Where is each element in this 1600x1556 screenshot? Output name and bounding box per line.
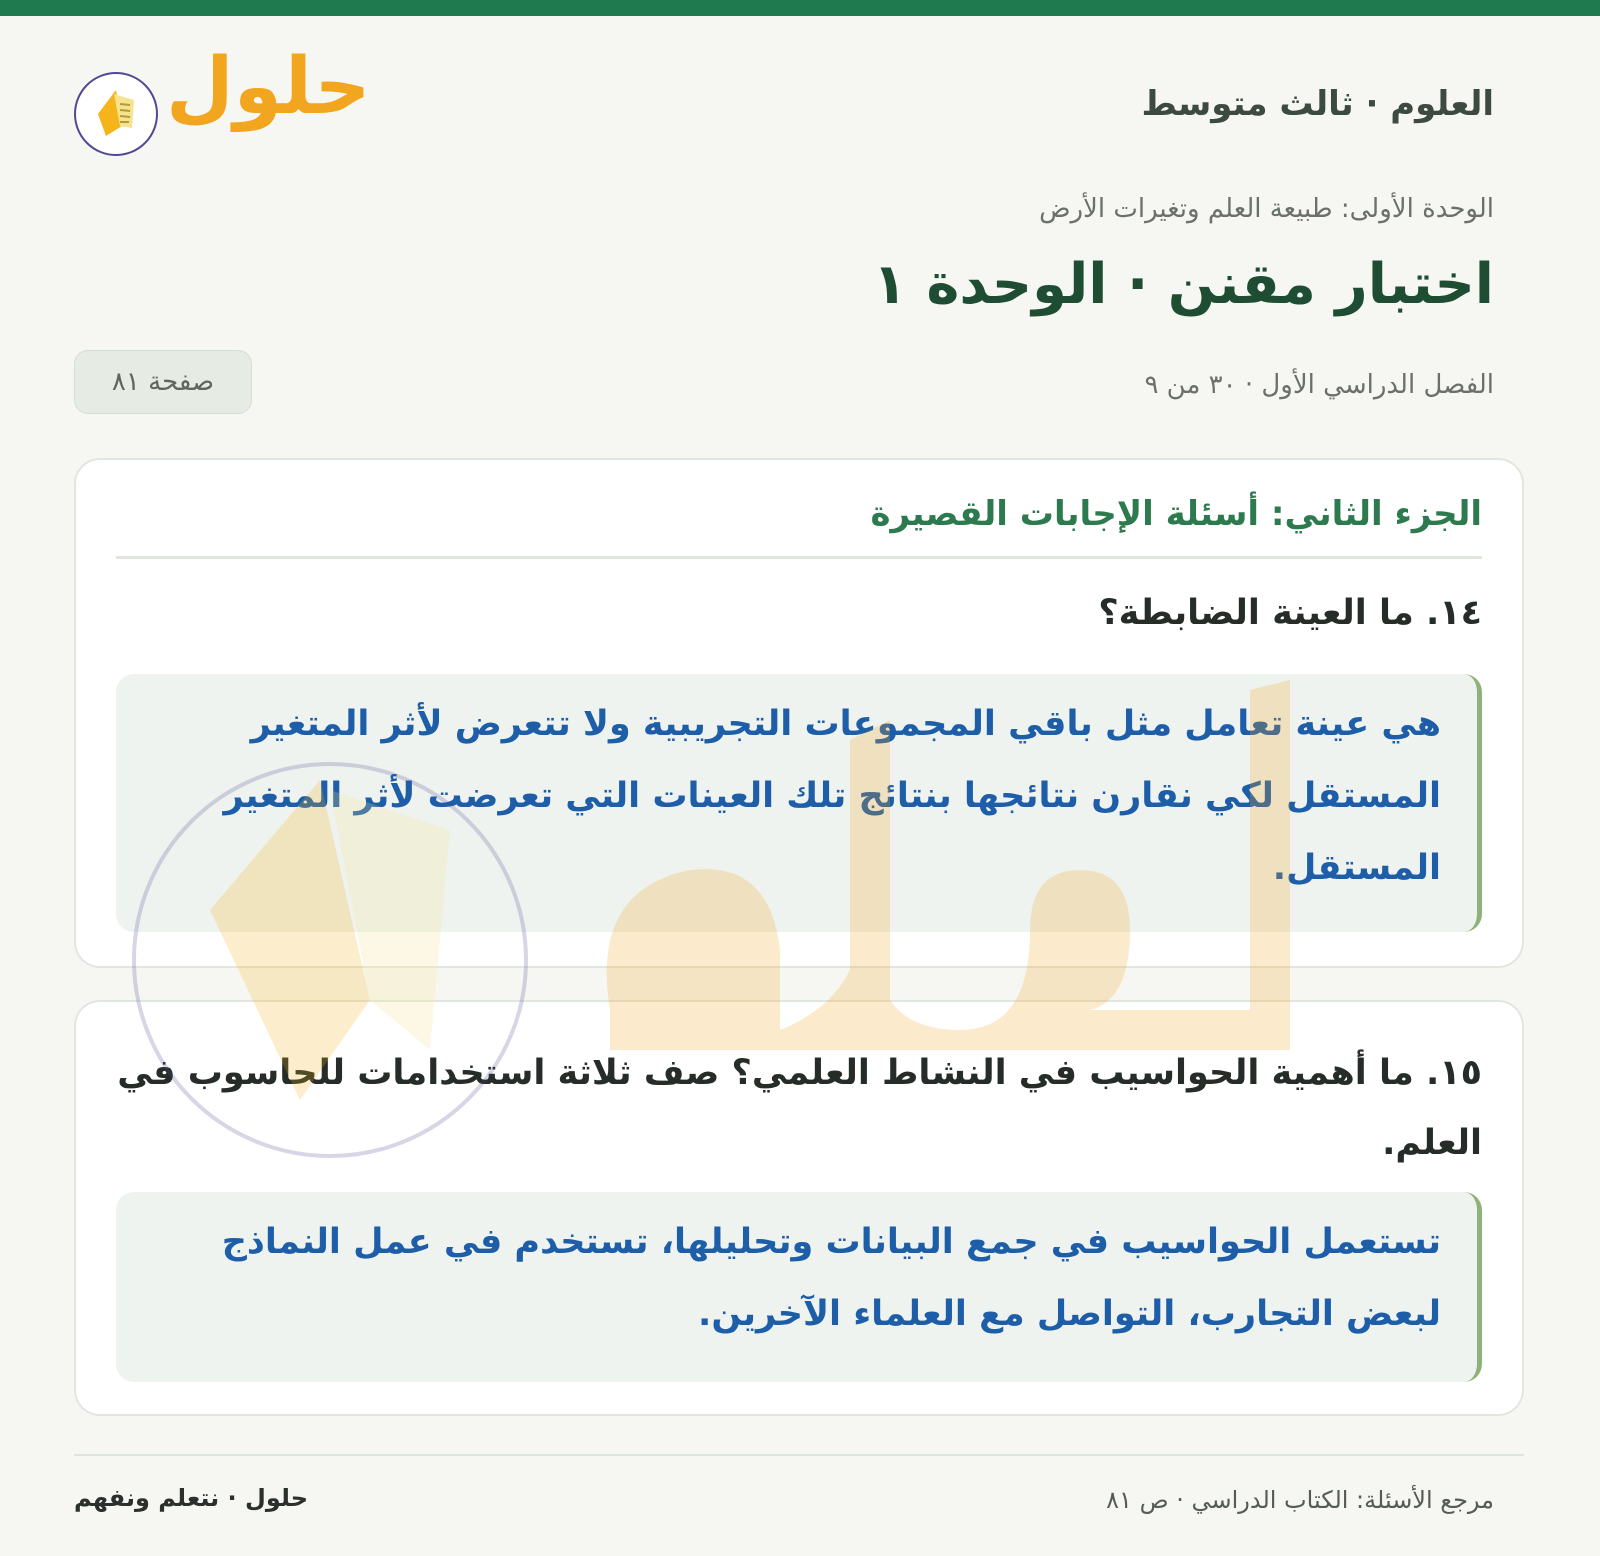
question-card-14 (74, 458, 1524, 968)
logo-wordmark: حلول (166, 42, 371, 132)
top-accent-bar (0, 0, 1600, 16)
page-number-badge: صفحة ٨١ (74, 350, 252, 414)
footer-brand: حلول · نتعلم ونفهم (74, 1484, 308, 1512)
footer-divider (74, 1454, 1524, 1456)
section-title: الجزء الثاني: أسئلة الإجابات القصيرة (870, 494, 1482, 534)
answer-box: هي عينة تعامل مثل باقي المجموعات التجريبية ولا تتعرض لأثر المتغير المستقل لكي نقارن نتائجها بنتائج تلك العينات التي تعرضت لأثر المتغير المستقل. (116, 674, 1482, 932)
answer-box: تستعمل الحواسيب في جمع البيانات وتحليلها، تستخدم في عمل النماذج لبعض التجارب، التواصل مع العلماء الآخرين. (116, 1192, 1482, 1382)
subject-heading: العلوم · ثالث متوسط (1141, 84, 1494, 124)
unit-subtitle: الوحدة الأولى: طبيعة العلم وتغيرات الأرض (1039, 194, 1494, 224)
page-title: اختبار مقنن · الوحدة ١ (872, 252, 1494, 317)
footer-reference: مرجع الأسئلة: الكتاب الدراسي · ص ٨١ (1106, 1486, 1494, 1514)
question-text: ١٥. ما أهمية الحواسيب في النشاط العلمي؟ صف ثلاثة استخدامات للحاسوب في العلم. (117, 1053, 1482, 1163)
section-divider (116, 556, 1482, 559)
question-card-15 (74, 1000, 1524, 1416)
book-icon (74, 72, 158, 156)
question-text: ١٤. ما العينة الضابطة؟ (1098, 593, 1482, 633)
term-info: الفصل الدراسي الأول · ٣٠ من ٩ (1144, 370, 1494, 400)
brand-logo (74, 42, 371, 156)
